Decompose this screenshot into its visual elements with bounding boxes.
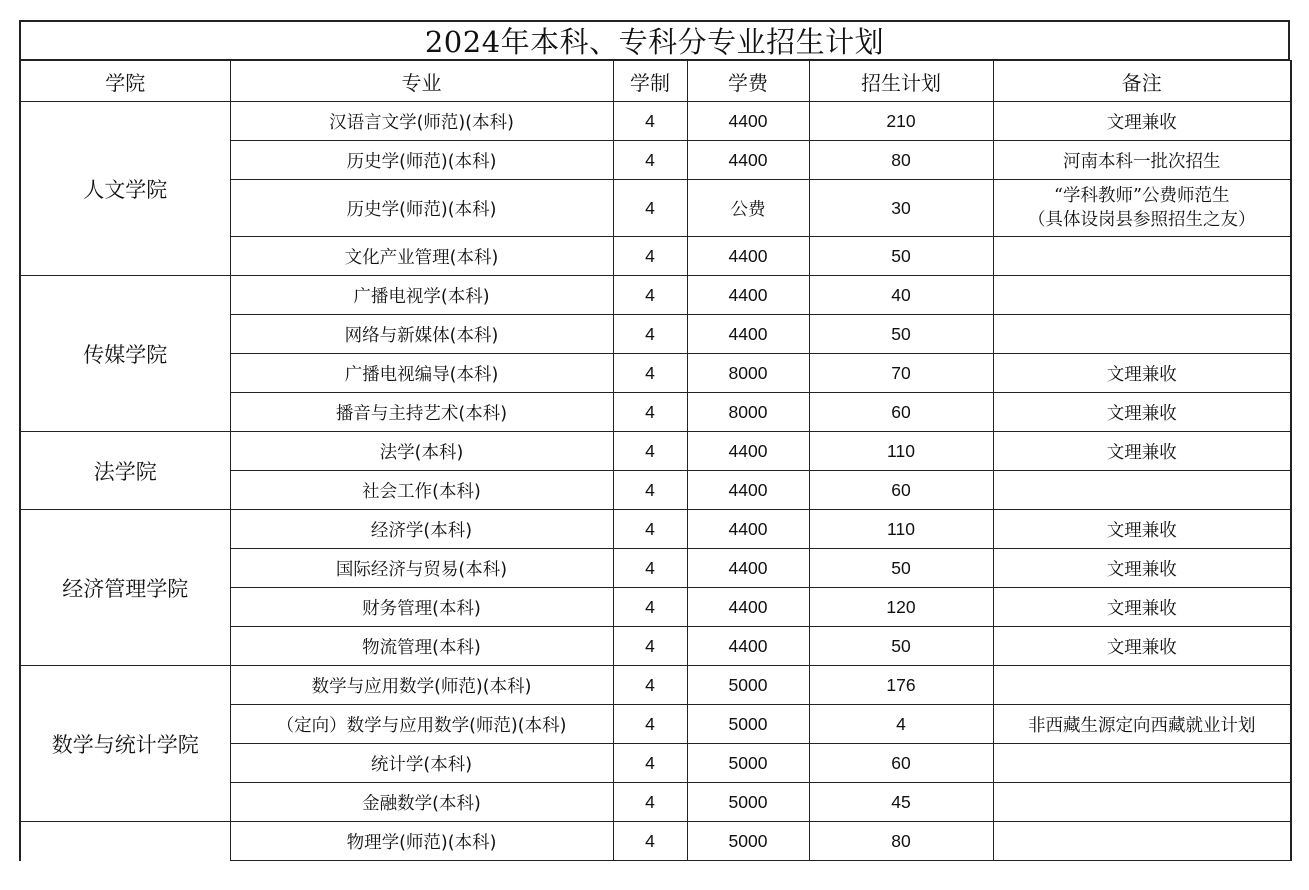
plan-cell: 120 — [809, 588, 993, 627]
fee-cell: 4400 — [687, 471, 809, 510]
note-cell — [993, 471, 1291, 510]
plan-cell: 4 — [809, 705, 993, 744]
major-cell: 物理学(师范)(本科) — [230, 822, 613, 861]
years-cell: 4 — [613, 705, 687, 744]
note-line-1: “学科教师”公费师范生 — [1054, 186, 1230, 206]
plan-cell: 210 — [809, 102, 993, 141]
plan-cell: 80 — [809, 141, 993, 180]
college-cell: 数学与统计学院 — [20, 666, 230, 822]
page-title: 2024年本科、专科分专业招生计划 — [19, 20, 1290, 60]
major-cell: 文化产业管理(本科) — [230, 237, 613, 276]
years-cell: 4 — [613, 393, 687, 432]
years-cell: 4 — [613, 237, 687, 276]
enrollment-plan-sheet — [19, 20, 1290, 861]
fee-cell: 5000 — [687, 783, 809, 822]
plan-cell: 176 — [809, 666, 993, 705]
note-cell — [993, 237, 1291, 276]
years-cell: 4 — [613, 549, 687, 588]
note-cell: 文理兼收 — [993, 549, 1291, 588]
major-cell: 国际经济与贸易(本科) — [230, 549, 613, 588]
plan-cell: 60 — [809, 471, 993, 510]
major-cell: 历史学(师范)(本科) — [230, 180, 613, 237]
major-cell: （定向）数学与应用数学(师范)(本科) — [230, 705, 613, 744]
major-cell: 历史学(师范)(本科) — [230, 141, 613, 180]
note-cell: 文理兼收 — [993, 102, 1291, 141]
college-cell: 传媒学院 — [20, 276, 230, 432]
plan-cell: 40 — [809, 276, 993, 315]
plan-cell: 80 — [809, 822, 993, 861]
plan-cell: 60 — [809, 393, 993, 432]
years-cell: 4 — [613, 180, 687, 237]
years-cell: 4 — [613, 276, 687, 315]
plan-cell: 30 — [809, 180, 993, 237]
fee-cell: 4400 — [687, 141, 809, 180]
college-cell: 法学院 — [20, 432, 230, 510]
note-cell: 文理兼收 — [993, 627, 1291, 666]
fee-cell: 5000 — [687, 822, 809, 861]
major-cell: 广播电视编导(本科) — [230, 354, 613, 393]
table-row — [20, 432, 1291, 471]
major-cell: 物流管理(本科) — [230, 627, 613, 666]
table-row — [20, 510, 1291, 549]
note-cell: 文理兼收 — [993, 510, 1291, 549]
header-row — [20, 61, 1291, 102]
plan-cell: 60 — [809, 744, 993, 783]
plan-cell: 50 — [809, 549, 993, 588]
years-cell: 4 — [613, 354, 687, 393]
major-cell: 网络与新媒体(本科) — [230, 315, 613, 354]
fee-cell: 4400 — [687, 510, 809, 549]
header-years: 学制 — [613, 61, 687, 102]
fee-cell: 4400 — [687, 276, 809, 315]
years-cell: 4 — [613, 744, 687, 783]
fee-cell: 5000 — [687, 666, 809, 705]
note-cell — [993, 822, 1291, 861]
fee-cell: 5000 — [687, 744, 809, 783]
header-fee: 学费 — [687, 61, 809, 102]
fee-cell: 4400 — [687, 102, 809, 141]
plan-cell: 110 — [809, 510, 993, 549]
table-row — [20, 822, 1291, 861]
fee-cell: 公费 — [687, 180, 809, 237]
major-cell: 播音与主持艺术(本科) — [230, 393, 613, 432]
table-row — [20, 276, 1291, 315]
major-cell: 数学与应用数学(师范)(本科) — [230, 666, 613, 705]
header-plan: 招生计划 — [809, 61, 993, 102]
plan-cell: 50 — [809, 315, 993, 354]
fee-cell: 4400 — [687, 588, 809, 627]
fee-cell: 4400 — [687, 549, 809, 588]
years-cell: 4 — [613, 471, 687, 510]
college-cell: 经济管理学院 — [20, 510, 230, 666]
plan-cell: 45 — [809, 783, 993, 822]
college-cell: 人文学院 — [20, 102, 230, 276]
plan-cell: 110 — [809, 432, 993, 471]
note-cell: 非西藏生源定向西藏就业计划 — [993, 705, 1291, 744]
fee-cell: 8000 — [687, 354, 809, 393]
major-cell: 法学(本科) — [230, 432, 613, 471]
years-cell: 4 — [613, 588, 687, 627]
fee-cell: 8000 — [687, 393, 809, 432]
major-cell: 广播电视学(本科) — [230, 276, 613, 315]
note-cell: 文理兼收 — [993, 393, 1291, 432]
header-major: 专业 — [230, 61, 613, 102]
plan-cell: 70 — [809, 354, 993, 393]
note-cell: 文理兼收 — [993, 354, 1291, 393]
note-cell — [993, 276, 1291, 315]
note-cell — [993, 744, 1291, 783]
fee-cell: 4400 — [687, 315, 809, 354]
years-cell: 4 — [613, 627, 687, 666]
header-college: 学院 — [20, 61, 230, 102]
major-cell: 社会工作(本科) — [230, 471, 613, 510]
note-cell — [993, 666, 1291, 705]
fee-cell: 4400 — [687, 237, 809, 276]
college-cell — [20, 822, 230, 861]
major-cell: 金融数学(本科) — [230, 783, 613, 822]
enrollment-table — [19, 60, 1292, 861]
years-cell: 4 — [613, 432, 687, 471]
major-cell: 经济学(本科) — [230, 510, 613, 549]
years-cell: 4 — [613, 822, 687, 861]
fee-cell: 4400 — [687, 432, 809, 471]
note-line-2: （具体设岗县参照招生之友） — [1028, 210, 1256, 230]
fee-cell: 4400 — [687, 627, 809, 666]
major-cell: 财务管理(本科) — [230, 588, 613, 627]
plan-cell: 50 — [809, 627, 993, 666]
table-row — [20, 102, 1291, 141]
years-cell: 4 — [613, 141, 687, 180]
fee-cell: 5000 — [687, 705, 809, 744]
note-cell: 文理兼收 — [993, 432, 1291, 471]
major-cell: 统计学(本科) — [230, 744, 613, 783]
plan-cell: 50 — [809, 237, 993, 276]
note-cell — [993, 783, 1291, 822]
major-cell: 汉语言文学(师范)(本科) — [230, 102, 613, 141]
note-cell — [993, 315, 1291, 354]
years-cell: 4 — [613, 315, 687, 354]
note-cell — [993, 180, 1291, 237]
years-cell: 4 — [613, 510, 687, 549]
years-cell: 4 — [613, 666, 687, 705]
table-row — [20, 666, 1291, 705]
note-cell: 文理兼收 — [993, 588, 1291, 627]
years-cell: 4 — [613, 783, 687, 822]
years-cell: 4 — [613, 102, 687, 141]
note-cell: 河南本科一批次招生 — [993, 141, 1291, 180]
header-note: 备注 — [993, 61, 1291, 102]
